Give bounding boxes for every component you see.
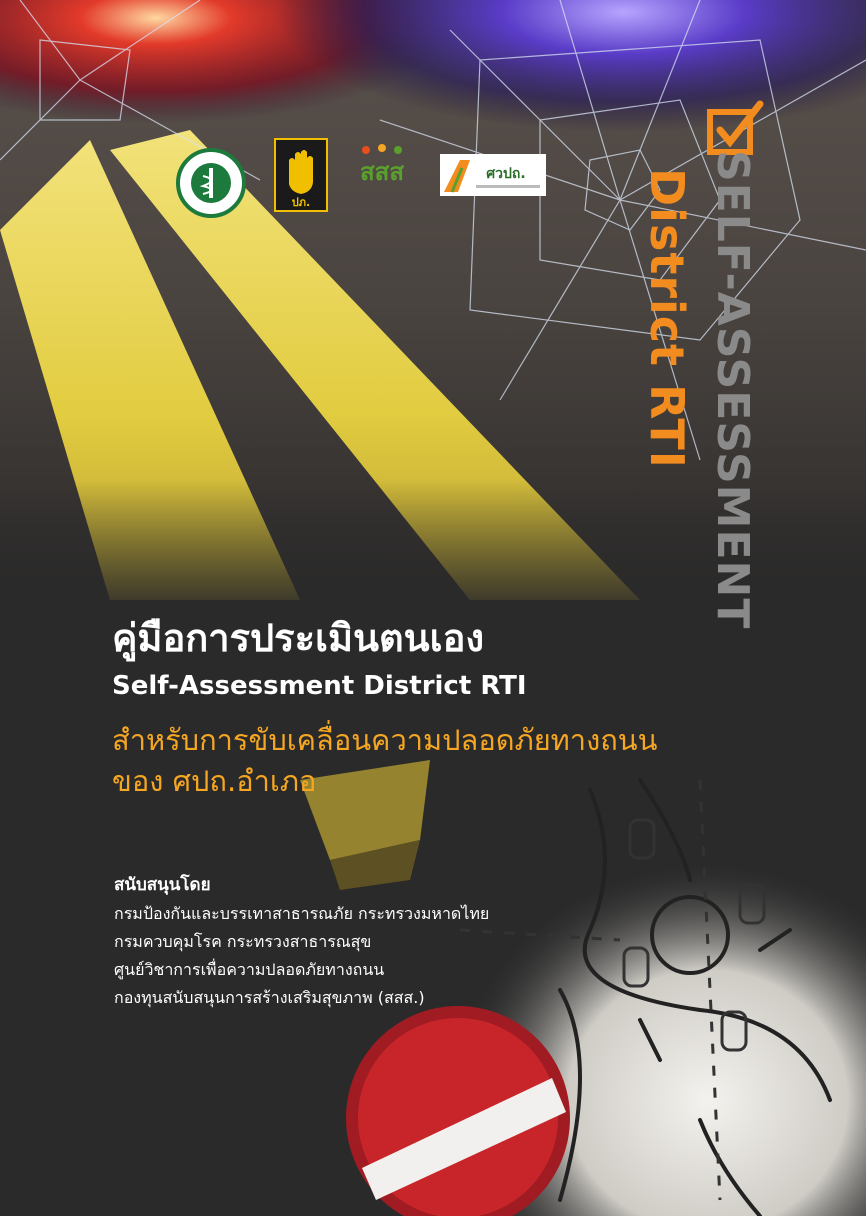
road-safety-center-logo-label: ศวปถ.: [486, 166, 526, 182]
subtitle-line-1: สำหรับการขับเคลื่อนความปลอดภัยทางถนน: [112, 723, 658, 757]
thaihealth-logo-icon: [352, 142, 412, 192]
subtitle-line-2: ของ ศปถ.อำเภอ: [112, 764, 317, 798]
title-thai: คู่มือการประเมินตนเอง: [112, 616, 485, 660]
vertical-title-district-rti: District RTI: [640, 168, 694, 469]
supporter-org: กองทุนสนับสนุนการสร้างเสริมสุขภาพ (สสส.): [114, 988, 425, 1007]
department-disaster-prevention-hand-icon: [274, 138, 328, 212]
supporter-org: กรมป้องกันและบรรเทาสาธารณภัย กระทรวงมหาดไทย: [114, 904, 490, 923]
dpm-logo-label: ปภ.: [291, 196, 311, 209]
vertical-title-self-assessment: SELF-ASSESSMENT: [707, 150, 758, 630]
supporters-block: [114, 870, 634, 1012]
subtitle: [112, 720, 812, 802]
road-safety-center-logo-icon: [440, 154, 546, 196]
supporter-org: ศูนย์วิชาการเพื่อความปลอดภัยทางถนน: [114, 960, 385, 979]
thaihealth-logo-label: สสส: [360, 158, 404, 186]
supporter-org: กรมควบคุมโรค กระทรวงสาธารณสุข: [114, 932, 372, 951]
ministry-of-public-health-seal-icon: [176, 148, 246, 218]
title-block: [112, 608, 812, 802]
logo-strip: [176, 132, 556, 216]
title-english: Self-Assessment District RTI: [112, 671, 527, 701]
supporters-heading: สนับสนุนโดย: [114, 875, 211, 895]
